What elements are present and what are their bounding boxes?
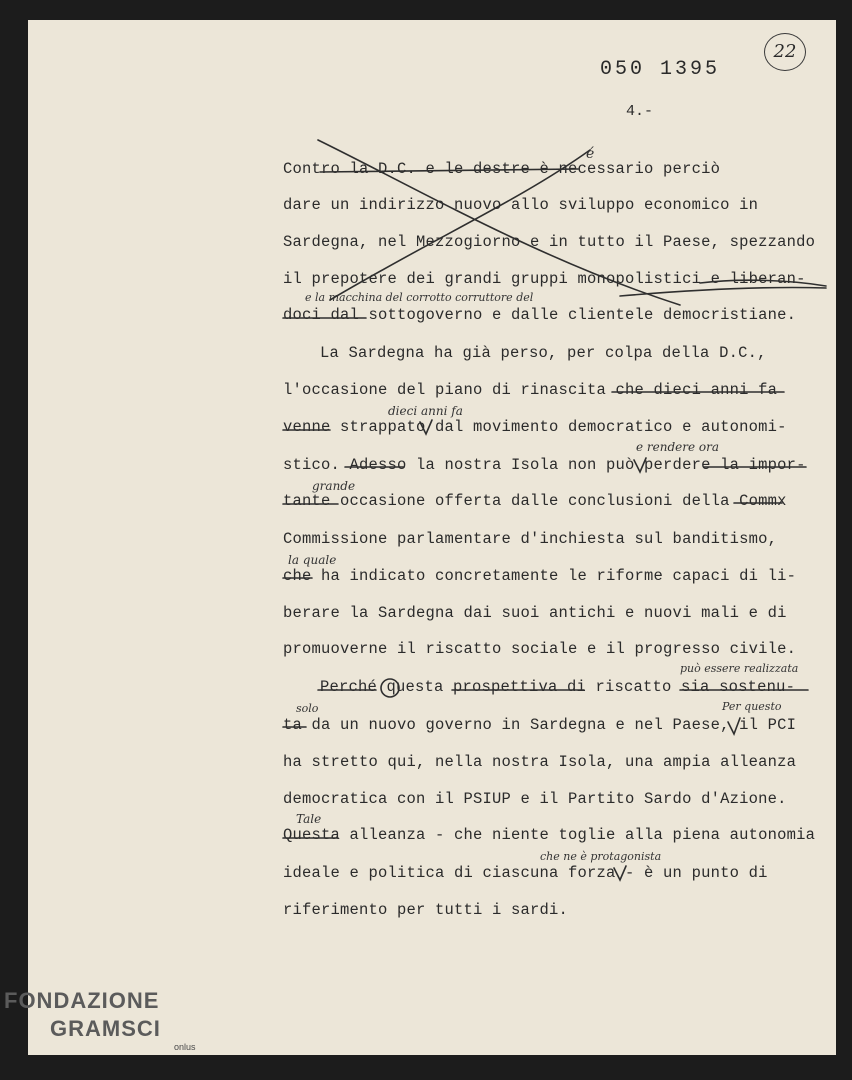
page-circle-number: 22 bbox=[764, 33, 806, 71]
page-number: 4.- bbox=[626, 103, 654, 120]
text-line-12: che ha indicato concretamente le riforme capaci di li- bbox=[283, 567, 797, 585]
watermark-line1: FONDAZIONE bbox=[4, 988, 160, 1013]
text-line-13: berare la Sardegna dai suoi antichi e nuovi mali e di bbox=[283, 604, 787, 622]
text-line-1: Contro la D.C. e le destre è necessario perciò bbox=[283, 160, 721, 178]
text-line-9: stico. Adesso la nostra Isola non può perdere la impor- bbox=[283, 456, 806, 474]
text-line-8: venne strappato dal movimento democratico e autonomi- bbox=[283, 418, 787, 436]
text-line-7: l'occasione del piano di rinascita che dieci anni fa bbox=[283, 381, 778, 399]
text-line-17: ha stretto qui, nella nostra Isola, una ampia alleanza bbox=[283, 753, 797, 771]
text-line-21: riferimento per tutti i sardi. bbox=[283, 901, 569, 919]
text-line-4: il prepotere dei grandi gruppi monopolistici e liberan- bbox=[283, 270, 806, 288]
handwritten-per-questo: Per questo bbox=[722, 700, 782, 713]
handwritten-grande: grande bbox=[312, 479, 356, 493]
text-line-20: ideale e politica di ciascuna forza - è un punto di bbox=[283, 864, 768, 882]
document-number: 050 1395 bbox=[600, 58, 721, 81]
text-line-18: democratica con il PSIUP e il Partito Sardo d'Azione. bbox=[283, 790, 787, 808]
watermark-line2: GRAMSCI bbox=[50, 1016, 161, 1041]
handwritten-insert-line4: e la macchina del corrotto corruttore del bbox=[305, 291, 534, 304]
handwritten-puo-essere: può essere realizzata bbox=[680, 662, 799, 675]
handwritten-dieci-anni-fa: dieci anni fa bbox=[388, 404, 463, 418]
handwritten-tale: Tale bbox=[296, 812, 322, 826]
text-line-5: doci dal sottogoverno e dalle clientele democristiane. bbox=[283, 306, 797, 324]
fondazione-gramsci-watermark bbox=[4, 988, 196, 1052]
text-line-6: La Sardegna ha già perso, per colpa della D.C., bbox=[320, 344, 767, 362]
text-line-11: Commissione parlamentare d'inchiesta sul banditismo, bbox=[283, 530, 778, 548]
handwritten-e-rendere-ora: e rendere ora bbox=[636, 440, 720, 454]
text-line-19: Questa alleanza - che niente toglie alla piena autonomia bbox=[283, 826, 816, 844]
text-line-16: ta da un nuovo governo in Sardegna e nel Paese, il PCI bbox=[283, 716, 797, 734]
text-line-2: dare un indirizzo nuovo allo sviluppo economico in bbox=[283, 196, 759, 214]
watermark-line3: onlus bbox=[174, 1042, 196, 1052]
text-line-15: Perché questa prospettiva di riscatto sia sostenu- bbox=[320, 678, 796, 696]
text-line-10: tante occasione offerta dalle conclusioni della Commx bbox=[283, 492, 787, 510]
text-line-3: Sardegna, nel Mezzogiorno e in tutto il Paese, spezzando bbox=[283, 233, 816, 251]
handwritten-accent: é bbox=[586, 146, 595, 162]
handwritten-solo: solo bbox=[296, 702, 319, 715]
handwritten-che-ne-e: che ne è protagonista bbox=[540, 850, 662, 863]
text-line-14: promuoverne il riscatto sociale e il progresso civile. bbox=[283, 640, 797, 658]
handwritten-la-quale: la quale bbox=[288, 553, 337, 567]
